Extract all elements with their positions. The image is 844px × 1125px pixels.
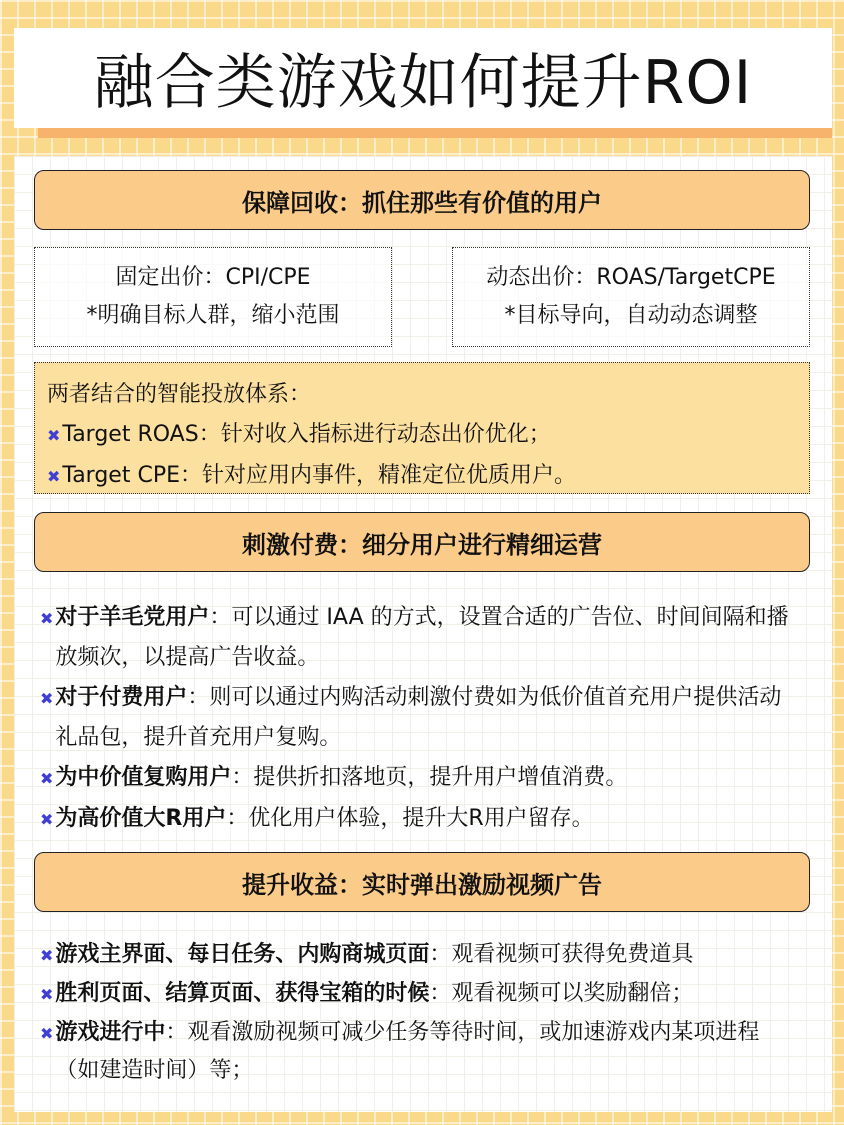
- revenue-list: [40, 936, 800, 1090]
- list-item-lead: 为高价值大R用户: [55, 806, 227, 831]
- list-item: [40, 1014, 800, 1090]
- payment-list: [40, 598, 800, 840]
- list-item-lead: 对于羊毛党用户: [55, 605, 210, 630]
- title-banner: [14, 28, 832, 128]
- fixed-bid-title: 固定出价：CPI/CPE: [115, 265, 311, 290]
- fixed-bid-note: *明确目标人群，缩小范围: [86, 303, 340, 328]
- cross-icon: ✖: [40, 609, 54, 628]
- list-item: [40, 598, 800, 678]
- section-header-revenue: 提升收益：实时弹出激励视频广告: [34, 852, 810, 912]
- list-item-text: ：可以通过 IAA 的方式，设置合适的广告位、时间间隔和播放频次，以提高广告收益。: [55, 605, 789, 670]
- cross-icon: ✖: [40, 769, 54, 788]
- content-card: [14, 156, 832, 1112]
- list-item: [47, 415, 797, 456]
- list-item-text: ：优化用户体验，提升大R用户留存。: [226, 806, 594, 831]
- list-item-text: Target CPE：针对应用内事件，精准定位优质用户。: [62, 463, 576, 488]
- list-item-text: ：观看激励视频可减少任务等待时间，或加速游戏内某项进程（如建造时间）等；: [55, 1020, 760, 1083]
- list-item: [40, 936, 800, 975]
- list-item-text: Target ROAS：针对收入指标进行动态出价优化；: [62, 422, 551, 447]
- list-item: [40, 758, 800, 799]
- list-item-text: ：观看视频可以奖励翻倍；: [429, 981, 694, 1006]
- dynamic-bid-box: [452, 247, 810, 347]
- fixed-bid-box: [34, 247, 392, 347]
- section-header-payment: 刺激付费：细分用户进行精细运营: [34, 512, 810, 572]
- cross-icon: ✖: [40, 689, 54, 708]
- list-item-lead: 对于付费用户: [55, 685, 188, 710]
- combined-system-heading: 两者结合的智能投放体系：: [47, 382, 312, 407]
- list-item: [47, 456, 797, 497]
- list-item-lead: 胜利页面、结算页面、获得宝箱的时候: [55, 981, 430, 1006]
- combined-system-box: [34, 362, 810, 494]
- list-item-lead: 游戏主界面、每日任务、内购商城页面: [55, 942, 430, 967]
- cross-icon: ✖: [40, 946, 54, 965]
- list-item-lead: 游戏进行中: [55, 1020, 166, 1045]
- cross-icon: ✖: [40, 810, 54, 829]
- list-item: [40, 799, 800, 840]
- page-title: 融合类游戏如何提升ROI: [93, 48, 753, 118]
- list-item: [40, 975, 800, 1014]
- list-item-text: ：提供折扣落地页，提升用户增值消费。: [231, 765, 628, 790]
- list-item-text: ：则可以通过内购活动刺激付费如为低价值首充用户提供活动礼品包，提升首充用户复购。: [55, 685, 782, 750]
- list-item-text: ：观看视频可获得免费道具: [429, 942, 694, 967]
- list-item-lead: 为中价值复购用户: [55, 765, 232, 790]
- cross-icon: ✖: [40, 1024, 54, 1043]
- cross-icon: ✖: [47, 467, 61, 486]
- cross-icon: ✖: [47, 426, 61, 445]
- list-item: [40, 678, 800, 758]
- dynamic-bid-note: *目标导向，自动动态调整: [504, 303, 758, 328]
- cross-icon: ✖: [40, 985, 54, 1004]
- section-header-roi: 保障回收：抓住那些有价值的用户: [34, 170, 810, 230]
- dynamic-bid-title: 动态出价：ROAS/TargetCPE: [486, 265, 776, 290]
